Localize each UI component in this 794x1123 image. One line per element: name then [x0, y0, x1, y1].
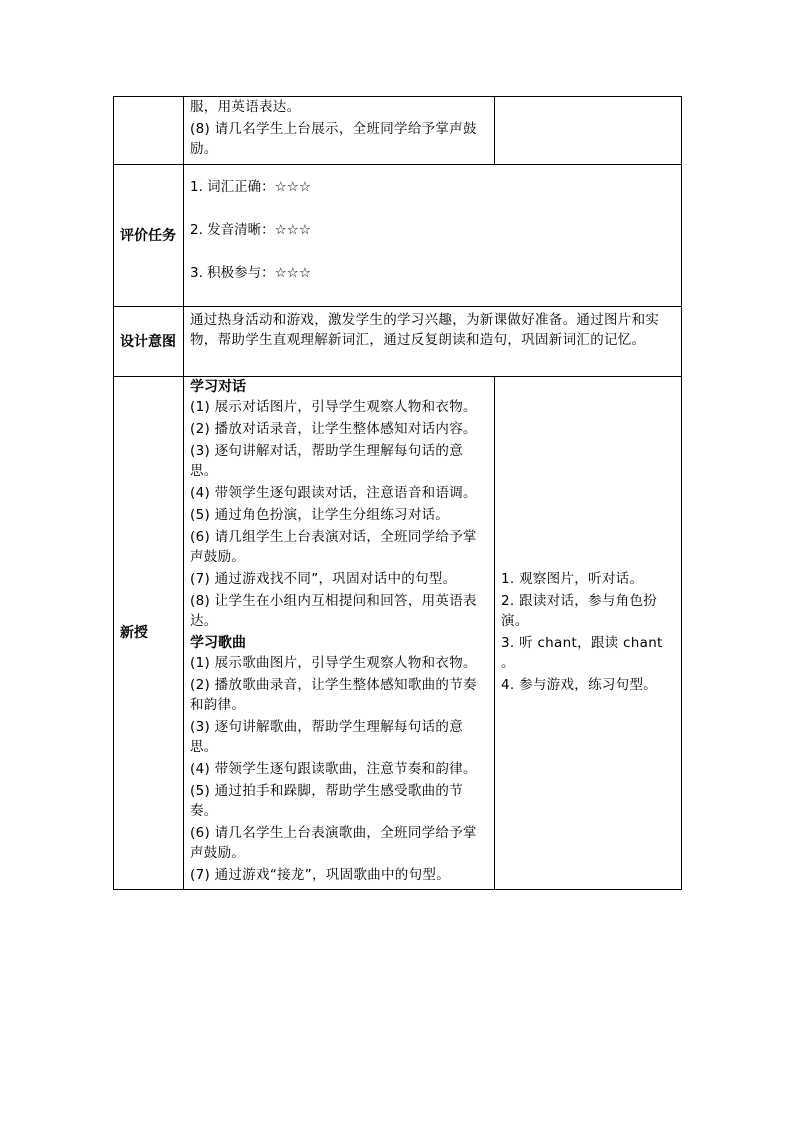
dialogue-step: (2) 播放对话录音，让学生整体感知对话内容。: [190, 421, 477, 437]
evaluation-items-cell: [184, 165, 682, 307]
new-lesson-row: [114, 377, 682, 890]
song-step: (2) 播放歌曲录音，让学生整体感知歌曲的节奏和韵律。: [190, 677, 477, 713]
dialogue-step: (8) 让学生在小组内互相提问和回答，用英语表达。: [190, 593, 477, 629]
dialogue-section-title: 学习对话: [190, 379, 246, 395]
song-step: (7) 通过游戏“接龙”，巩固歌曲中的句型。: [190, 867, 451, 883]
student-activity: 1. 观察图片，听对话。: [501, 571, 644, 587]
evaluation-item: 1. 词汇正确：☆☆☆: [190, 179, 311, 195]
song-step: (6) 请几名学生上台表演歌曲，全班同学给予掌声鼓励。: [190, 825, 477, 861]
song-step: (1) 展示歌曲图片，引导学生观察人物和衣物。: [190, 655, 477, 671]
song-step: (5) 通过拍手和跺脚，帮助学生感受歌曲的节奏。: [190, 783, 464, 819]
design-text-cell: [184, 307, 682, 377]
evaluation-header: 评价任务: [114, 165, 184, 307]
evaluation-row: [114, 165, 682, 307]
design-text: 通过热身活动和游戏，激发学生的学习兴趣，为新课做好准备。通过图片和实物，帮助学生直观理解新词汇，通过反复朗读和造句，巩固新词汇的记忆。: [190, 312, 660, 348]
dialogue-step: (6) 请几组学生上台表演对话，全班同学给予掌声鼓励。: [190, 529, 477, 565]
dialogue-step: (4) 带领学生逐句跟读对话，注意语音和语调。: [190, 485, 477, 501]
song-step: (4) 带领学生逐句跟读歌曲，注意节奏和韵律。: [190, 761, 477, 777]
teacher-activities-cell: [184, 377, 495, 890]
student-activities-cell: [495, 377, 682, 890]
continuation-header-cell: [114, 97, 184, 165]
continuation-line: 服，用英语表达。: [190, 99, 301, 115]
dialogue-step: (1) 展示对话图片，引导学生观察人物和衣物。: [190, 399, 477, 415]
continuation-student-cell: [495, 97, 682, 165]
design-header: 设计意图: [114, 307, 184, 377]
new-lesson-header: 新授: [114, 377, 184, 890]
continuation-line: (8) 请几名学生上台展示，全班同学给予掌声鼓励。: [190, 121, 477, 157]
dialogue-step: (3) 逐句讲解对话，帮助学生理解每句话的意思。: [190, 443, 464, 479]
evaluation-item: 3. 积极参与：☆☆☆: [190, 265, 311, 281]
student-activity: 2. 跟读对话，参与角色扮演。: [501, 593, 658, 629]
lesson-plan-table: [113, 96, 682, 890]
song-step: (3) 逐句讲解歌曲，帮助学生理解每句话的意思。: [190, 719, 464, 755]
continuation-row: [114, 97, 682, 165]
dialogue-step: (5) 通过角色扮演，让学生分组练习对话。: [190, 507, 450, 523]
song-section-title: 学习歌曲: [190, 635, 246, 651]
student-activity: 4. 参与游戏，练习句型。: [501, 677, 658, 693]
continuation-teacher-cell: [184, 97, 495, 165]
evaluation-item: 2. 发音清晰：☆☆☆: [190, 222, 311, 238]
design-row: [114, 307, 682, 377]
dialogue-step: (7) 通过游戏找不同”，巩固对话中的句型。: [190, 571, 457, 587]
student-activity: 3. 听 chant，跟读 chant 。: [501, 635, 663, 671]
